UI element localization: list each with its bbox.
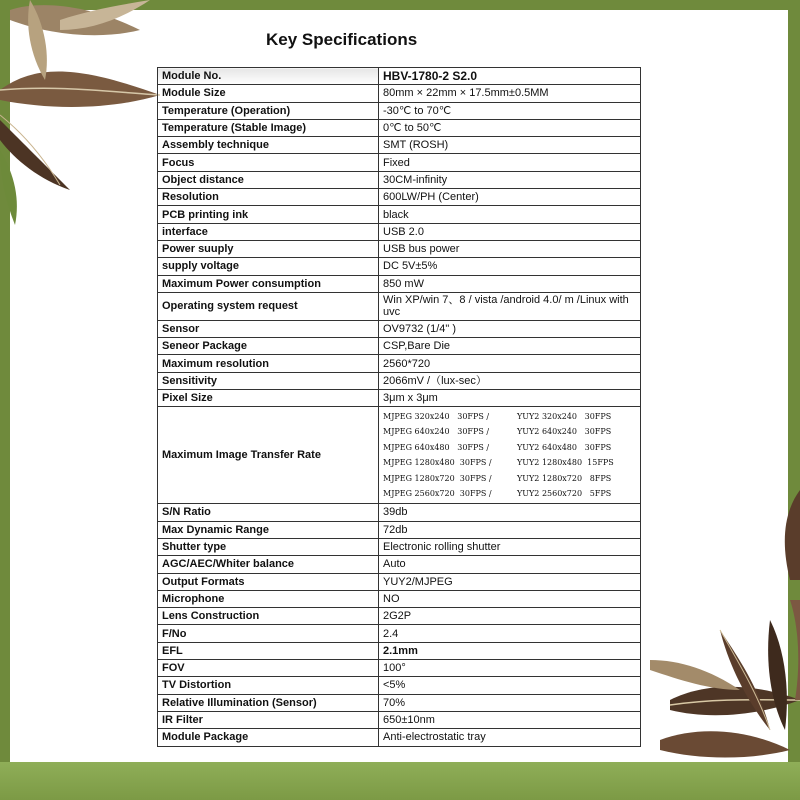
spec-value: HBV-1780-2 S2.0 — [379, 68, 641, 85]
spec-key: supply voltage — [158, 258, 379, 275]
spec-value: <5% — [379, 677, 641, 694]
list-item — [383, 409, 636, 425]
spec-value: 100° — [379, 660, 641, 677]
spec-value: Auto — [379, 556, 641, 573]
table-row — [158, 660, 641, 677]
spec-key: Microphone — [158, 590, 379, 607]
list-item — [383, 455, 636, 471]
table-row — [158, 338, 641, 355]
yuy2-rate: YUY2 2560x720 5FPS — [517, 489, 612, 499]
spec-value: USB bus power — [379, 240, 641, 257]
table-row — [158, 372, 641, 389]
spec-key: TV Distortion — [158, 677, 379, 694]
spec-key: Maximum Image Transfer Rate — [158, 407, 379, 504]
table-row — [158, 355, 641, 372]
page-title: Key Specifications — [266, 30, 418, 49]
table-row — [158, 292, 641, 320]
spec-value: black — [379, 206, 641, 223]
spec-value: 2G2P — [379, 608, 641, 625]
spec-key: S/N Ratio — [158, 504, 379, 521]
table-row — [158, 258, 641, 275]
spec-value: 80mm × 22mm × 17.5mm±0.5MM — [379, 85, 641, 102]
yuy2-rate: YUY2 320x240 30FPS — [517, 411, 612, 421]
list-item — [383, 440, 636, 456]
yuy2-rate: YUY2 640x480 30FPS — [517, 442, 612, 452]
transfer-rate-list — [379, 407, 641, 504]
table-row — [158, 642, 641, 659]
spec-value: 650±10nm — [379, 711, 641, 728]
mjpeg-rate: MJPEG 1280x480 30FPS / — [383, 458, 492, 468]
spec-key: Pixel Size — [158, 390, 379, 407]
mjpeg-rate: MJPEG 640x480 30FPS / — [383, 442, 490, 452]
table-row — [158, 240, 641, 257]
spec-key: Shutter type — [158, 538, 379, 555]
spec-key: Temperature (Stable Image) — [158, 119, 379, 136]
spec-value: 70% — [379, 694, 641, 711]
spec-value: Fixed — [379, 154, 641, 171]
spec-value: Win XP/win 7、8 / vista /android 4.0/ m /Linux with uvc — [379, 292, 641, 320]
mjpeg-rate: MJPEG 1280x720 30FPS / — [383, 473, 492, 483]
spec-key: Maximum Power consumption — [158, 275, 379, 292]
spec-key: Operating system request — [158, 292, 379, 320]
spec-value: OV9732 (1/4" ) — [379, 320, 641, 337]
table-row — [158, 538, 641, 555]
table-row — [158, 102, 641, 119]
table-row — [158, 521, 641, 538]
table-row — [158, 677, 641, 694]
mjpeg-rate: MJPEG 2560x720 30FPS / — [383, 489, 492, 499]
spec-key: IR Filter — [158, 711, 379, 728]
yuy2-rate: YUY2 1280x720 8FPS — [517, 473, 612, 483]
spec-key: Assembly technique — [158, 137, 379, 154]
spec-value: USB 2.0 — [379, 223, 641, 240]
table-row — [158, 590, 641, 607]
spec-key: Module Package — [158, 729, 379, 746]
yuy2-rate: YUY2 1280x480 15FPS — [517, 458, 614, 468]
table-row — [158, 694, 641, 711]
spec-value: Electronic rolling shutter — [379, 538, 641, 555]
spec-key: Maximum resolution — [158, 355, 379, 372]
bottom-right-leaves-icon — [640, 600, 800, 770]
spec-value: 2.4 — [379, 625, 641, 642]
spec-value: 3μm x 3μm — [379, 390, 641, 407]
table-row — [158, 407, 641, 504]
table-row — [158, 625, 641, 642]
table-row — [158, 137, 641, 154]
spec-key: Power suuply — [158, 240, 379, 257]
spec-key: F/No — [158, 625, 379, 642]
spec-key: Module Size — [158, 85, 379, 102]
table-row — [158, 85, 641, 102]
spec-key: Module No. — [158, 68, 379, 85]
table-row — [158, 171, 641, 188]
mjpeg-rate: MJPEG 320x240 30FPS / — [383, 411, 490, 421]
spec-key: Sensitivity — [158, 372, 379, 389]
table-row — [158, 729, 641, 746]
spec-value: 30CM-infinity — [379, 171, 641, 188]
table-row — [158, 154, 641, 171]
list-item — [383, 471, 636, 487]
spec-value: Anti-electrostatic tray — [379, 729, 641, 746]
spec-value: 39db — [379, 504, 641, 521]
table-row — [158, 556, 641, 573]
table-row — [158, 320, 641, 337]
spec-value: 2560*720 — [379, 355, 641, 372]
spec-key: Sensor — [158, 320, 379, 337]
spec-key: FOV — [158, 660, 379, 677]
list-item — [383, 486, 636, 502]
table-row — [158, 504, 641, 521]
spec-value: CSP,Bare Die — [379, 338, 641, 355]
right-edge-sprig-icon — [770, 490, 800, 580]
spec-key: Seneor Package — [158, 338, 379, 355]
table-row — [158, 119, 641, 136]
table-row — [158, 390, 641, 407]
spec-value: 0℃ to 50℃ — [379, 119, 641, 136]
mjpeg-rate: MJPEG 640x240 30FPS / — [383, 427, 490, 437]
spec-key: AGC/AEC/Whiter balance — [158, 556, 379, 573]
spec-value: 2.1mm — [379, 642, 641, 659]
spec-key: Temperature (Operation) — [158, 102, 379, 119]
spec-table — [157, 67, 641, 747]
yuy2-rate: YUY2 640x240 30FPS — [517, 427, 612, 437]
spec-key: Focus — [158, 154, 379, 171]
table-row — [158, 275, 641, 292]
table-row — [158, 608, 641, 625]
table-row — [158, 189, 641, 206]
spec-value: DC 5V±5% — [379, 258, 641, 275]
table-row — [158, 711, 641, 728]
spec-key: Resolution — [158, 189, 379, 206]
spec-value: 72db — [379, 521, 641, 538]
spec-key: Lens Construction — [158, 608, 379, 625]
spec-value: NO — [379, 590, 641, 607]
spec-key: Max Dynamic Range — [158, 521, 379, 538]
list-item — [383, 424, 636, 440]
spec-key: interface — [158, 223, 379, 240]
spec-key: Relative Illumination (Sensor) — [158, 694, 379, 711]
table-row — [158, 573, 641, 590]
table-row — [158, 223, 641, 240]
table-row — [158, 206, 641, 223]
header-row — [158, 68, 641, 85]
spec-value: 850 mW — [379, 275, 641, 292]
spec-value: 600LW/PH (Center) — [379, 189, 641, 206]
spec-key: Object distance — [158, 171, 379, 188]
spec-value: YUY2/MJPEG — [379, 573, 641, 590]
spec-value: SMT (ROSH) — [379, 137, 641, 154]
spec-key: Output Formats — [158, 573, 379, 590]
spec-key: EFL — [158, 642, 379, 659]
spec-key: PCB printing ink — [158, 206, 379, 223]
spec-value: -30℃ to 70℃ — [379, 102, 641, 119]
spec-value: 2066mV /（lux-sec） — [379, 372, 641, 389]
